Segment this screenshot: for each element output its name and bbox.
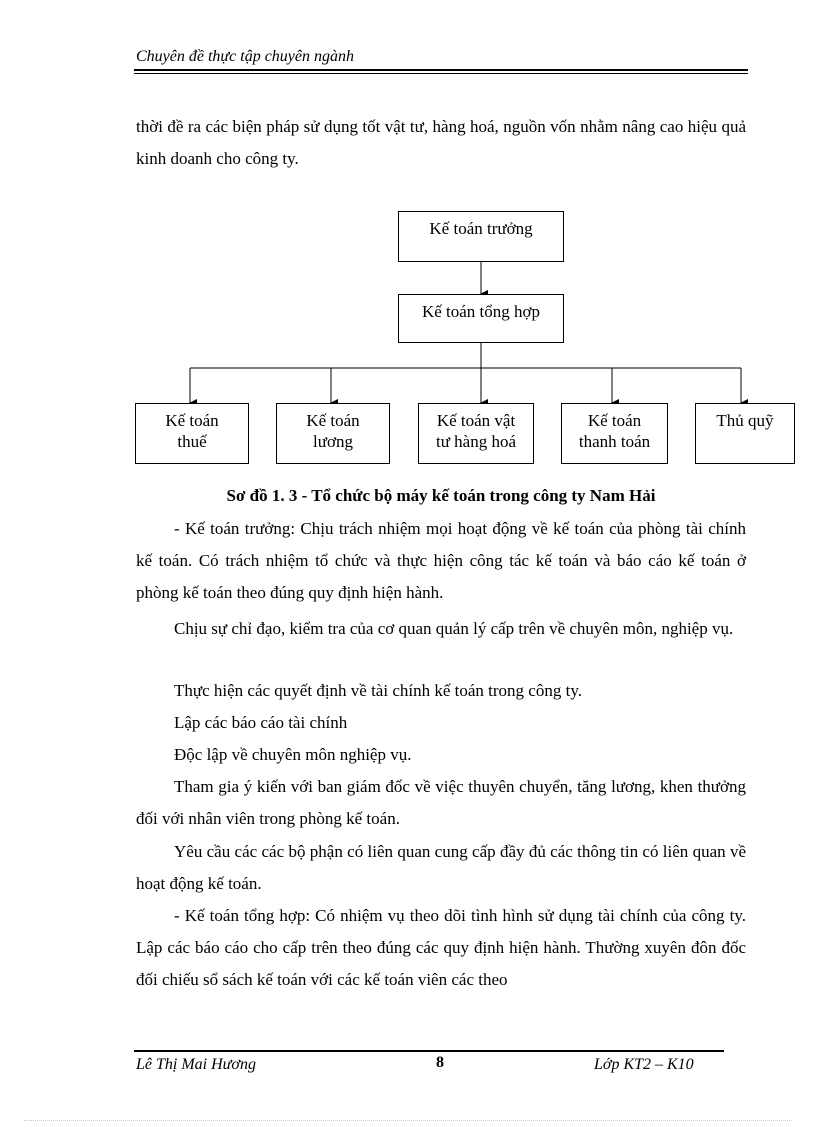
child-1-line1: Kế toán bbox=[165, 411, 219, 430]
diagram-caption: Sơ đồ 1. 3 - Tổ chức bộ máy kế toán trong công ty Nam Hải bbox=[226, 486, 656, 505]
paragraph-yeu-cau: Yêu cầu các các bộ phận có liên quan cung cấp đầy đủ các thông tin có liên quan về hoạt động kế toán. bbox=[136, 842, 746, 893]
child-4-line2: thanh toán bbox=[578, 432, 651, 451]
footer-author: Lê Thị Mai Hương bbox=[136, 1056, 256, 1073]
child-5-line1: Thủ quỹ bbox=[716, 411, 774, 430]
page-number: 8 bbox=[436, 1054, 444, 1071]
child-4-line1: Kế toán bbox=[587, 411, 642, 430]
child-3-line1: Kế toán vật bbox=[436, 411, 516, 430]
intro-paragraph: thời đề ra các biện pháp sử dụng tốt vật tư, hàng hoá, nguồn vốn nhằm nâng cao hiệu quả kinh doanh cho công ty. bbox=[136, 117, 746, 168]
child-2-line1: Kế toán bbox=[306, 411, 360, 430]
box-ke-toan-tong-hop bbox=[398, 294, 564, 343]
footer-class: Lớp KT2 – K10 bbox=[594, 1056, 694, 1073]
box-ke-toan-luong bbox=[276, 403, 390, 464]
box-ke-toan-truong bbox=[398, 211, 564, 262]
footer-rule bbox=[134, 1050, 724, 1052]
box-ke-toan-thanh-toan bbox=[561, 403, 668, 464]
paragraph-tham-gia: Tham gia ý kiến với ban giám đốc về việc thuyên chuyển, tăng lương, khen thưởng đối với nhân viên trong phòng kế toán. bbox=[136, 777, 746, 828]
child-3-line2: tư hàng hoá bbox=[435, 432, 517, 451]
paragraph-chiu-su-chi-dao: Chịu sự chỉ đạo, kiểm tra của cơ quan quản lý cấp trên về chuyên môn, nghiệp vụ. bbox=[174, 619, 734, 638]
box-thu-quy bbox=[695, 403, 795, 464]
paragraph-doc-lap: Độc lập về chuyên môn nghiệp vụ. bbox=[174, 745, 412, 764]
paragraph-ke-toan-truong: - Kế toán trưởng: Chịu trách nhiệm mọi hoạt động về kế toán của phòng tài chính kế toán. Có trách nhiệm tổ chức và thực hiện công tác kế toán và báo cáo kế toán ở phòng kế toán theo đúng quy định hiện hành. bbox=[136, 519, 746, 602]
child-2-line2: lương bbox=[313, 432, 353, 451]
box-ke-toan-thue bbox=[135, 403, 249, 464]
box-ke-toan-vat-tu bbox=[418, 403, 534, 464]
page-edge bbox=[24, 1120, 792, 1121]
paragraph-lap-bao-cao: Lập các báo cáo tài chính bbox=[174, 713, 348, 732]
child-1-line2: thuế bbox=[177, 432, 207, 451]
box-ke-toan-tong-hop-label: Kế toán tổng hợp bbox=[421, 302, 541, 321]
paragraph-thuc-hien: Thực hiện các quyết định về tài chính kế toán trong công ty. bbox=[174, 681, 582, 700]
header-title: Chuyên đề thực tập chuyên ngành bbox=[136, 48, 354, 65]
paragraph-ke-toan-tong-hop: - Kế toán tổng hợp: Có nhiệm vụ theo dõi tình hình sử dụng tài chính của công ty. Lập các báo cáo cho cấp trên theo đúng các quy định hiện hành. Thường xuyên đôn đốc đối chiếu sổ sách kế toán với các kế toán viên các theo bbox=[136, 906, 746, 989]
box-ke-toan-truong-label: Kế toán trưởng bbox=[429, 219, 533, 238]
